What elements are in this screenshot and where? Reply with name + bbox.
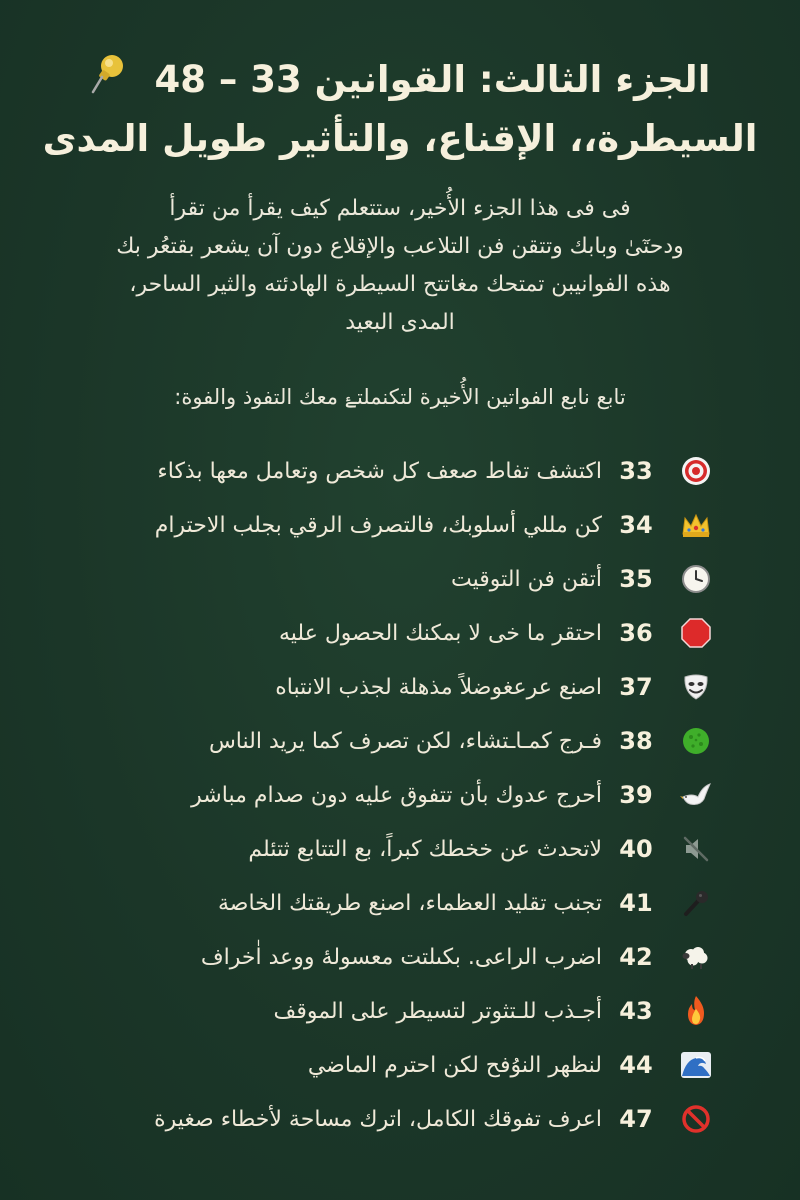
law-text: اصنع عرعغوضلاً مذهلة لجذب الانتباه (275, 674, 602, 700)
law-number: 44 (619, 1051, 653, 1079)
law-item-38 (40, 714, 714, 768)
green-ball-icon (678, 723, 714, 759)
fire-icon (678, 993, 714, 1029)
law-text: تجنب تقليد العظماء، اصنع طريقتك الخاصة (217, 890, 602, 916)
title-line-1-text: الجزء الثالث: القوانين 33 – 48 (154, 58, 711, 101)
law-text: لاتحدث عن خخطك كبراً، بع التتابع ثتئلم (248, 836, 602, 862)
intro-line-4: المدى البعيد (345, 310, 455, 335)
law-item-42 (40, 930, 714, 984)
wave-icon (678, 1047, 714, 1083)
law-text: اعرف تفوقك الكامل، اترك مساحة لأخطاء صغيرة (154, 1106, 602, 1132)
law-text: أتقن فن التوقيت (451, 566, 602, 592)
law-number: 33 (619, 457, 653, 485)
law-item-40 (40, 822, 714, 876)
title-block (40, 52, 760, 167)
law-item-41 (40, 876, 714, 930)
laws-list (40, 444, 714, 1146)
law-number: 41 (619, 889, 653, 917)
law-text: أجـذب للـتثوتر لتسيطر على الموقف (273, 998, 602, 1024)
law-number: 43 (619, 997, 653, 1025)
law-item-35 (40, 552, 714, 606)
law-text: لنظهر النوُفح لكن احترم الماضي (307, 1052, 602, 1078)
law-number: 36 (619, 619, 653, 647)
muted-speaker-icon (678, 831, 714, 867)
intro-line-2: ودحتٓىٰ وبابك وتتقن فن التلاعب والإقلاع دون آن يشعر بقتعُر بك (116, 234, 684, 259)
lead-sentence: تابع نابع الفواتين الأُخيرة لتكنملتۓ معك التفوذ والفوة: (174, 385, 626, 409)
law-item-33 (40, 444, 714, 498)
law-number: 34 (619, 511, 653, 539)
law-number: 47 (619, 1105, 653, 1133)
law-item-39 (40, 768, 714, 822)
law-text: اكتشف تفاط صعف كل شخص وتعامل معها بذكاء (157, 458, 602, 484)
microphone-icon (678, 885, 714, 921)
law-text: أحرج عدوك بأن تتفوق عليه دون صدام مباشر (191, 782, 602, 808)
law-text: فـرج كمـاـتشاء، لكن تصرف كما يريد الناس (208, 728, 602, 754)
law-number: 37 (619, 673, 653, 701)
law-number: 42 (619, 943, 653, 971)
crown-icon (678, 507, 714, 543)
law-number: 38 (619, 727, 653, 755)
law-number: 39 (619, 781, 653, 809)
law-item-47 (40, 1092, 714, 1146)
pushpin-icon (90, 53, 128, 111)
title-line-2: السيطرة،، الإقناع، والتأثير طويل المدى (42, 116, 758, 160)
law-number: 40 (619, 835, 653, 863)
law-item-37 (40, 660, 714, 714)
title-line-1 (40, 52, 760, 111)
intro-paragraph (60, 190, 740, 342)
sheep-icon (678, 939, 714, 975)
dove-icon (678, 777, 714, 813)
law-item-36 (40, 606, 714, 660)
law-text: اضرب الراعى. بكىلتت معسولهٔ ووعد اٰخراف (200, 944, 602, 970)
law-text: احتقر ما خى لا بمكنك الحصول عليه (278, 620, 602, 646)
prohibited-icon (678, 1101, 714, 1137)
stop-sign-icon (678, 615, 714, 651)
law-item-43 (40, 984, 714, 1038)
law-item-44 (40, 1038, 714, 1092)
target-icon (678, 453, 714, 489)
clock-icon (678, 561, 714, 597)
intro-line-3: هذه الفوانيبن تمتحك مغاتتح السيطرة الهادئته والثير الساحر، (129, 272, 671, 297)
theater-mask-icon (678, 669, 714, 705)
law-text: كن مللي أسلوبك، فالتصرف الرقي بجلب الاحترام (154, 512, 602, 538)
law-number: 35 (619, 565, 653, 593)
intro-line-1: فى فى هذا الجزء الأُخير، ستتعلم كيف يقرأ من تقرأ (169, 196, 631, 221)
law-item-34 (40, 498, 714, 552)
